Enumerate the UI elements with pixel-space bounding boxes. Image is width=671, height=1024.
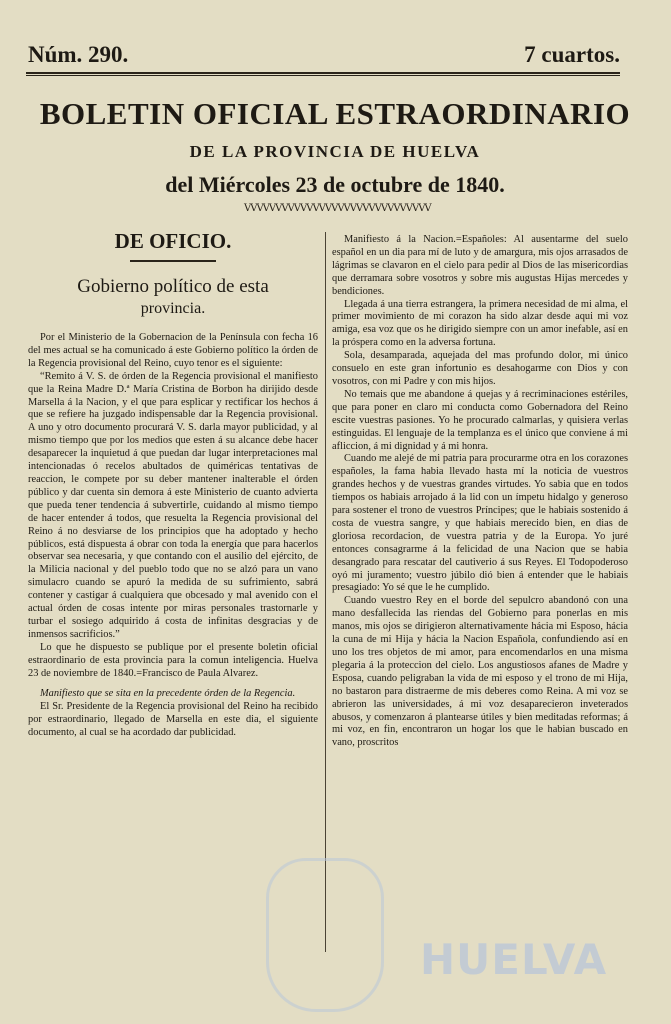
paragraph: Lo que he dispuesto se publique por el presente boletin oficial estraordinario de esta provincia para la comun inteligencia. Huelva 23 de noviembre de 1840.=Francisco de Paula Alvarez. bbox=[28, 641, 318, 679]
paragraph: Cuando vuestro Rey en el borde del sepulcro abandonó con una mano desfallecida las riendas del Gobierno para ponerlas en mis manos, mis ojos se dirigieron alternativamente hácia mi Esposo, hácia la cuna de mi Hija y hácia la Nacion Española, confundiendo así en uno los tres objetos de mi amor, para encomendarlos en una misma plegaria á la proteccion del cielo. Los angustiosos afanes de Madre y Esposa, cuando peligraban la vida de mi esposo y el trono de mi Hija, no bastaron para distraerme de mis deberes como Reina. A mi voz se abrieron las universidades, á mi voz desaparecieron inveterados abusos, y comenzaron á plantearse útiles y bien meditadas reformas; á mi voz, en fin, encontraron un hogar los que le habian buscado en vano, proscritos bbox=[332, 595, 628, 749]
header-rule-thin bbox=[26, 75, 620, 76]
paragraph: Manifiesto á la Nacion.=Españoles: Al ausentarme del suelo español en un dia para mí de luto y de amargura, mis ojos arrasados de lágrimas se clavaron en el cielo para pedir al Dios de las misericordias que derramara sobre vosotros y sobre mis augustas Hijas mercedes y bendiciones. bbox=[332, 234, 628, 297]
masthead-top bbox=[28, 38, 620, 68]
ornament-divider: VVVVVVVVVVVVVVVVVVVVVVVVVVVVVV bbox=[244, 203, 431, 214]
paragraph: Por el Ministerio de la Gobernacion de la Península con fecha 16 del mes actual se ha comunicado á este Gobierno político la órden de la Regencia provisional del Reino, cuyo tenor es el siguiente: bbox=[28, 332, 318, 369]
issue-price: 7 cuartos. bbox=[524, 42, 620, 67]
right-column bbox=[332, 234, 628, 750]
paragraph: “Remito á V. S. de órden de la Regencia provisional el manifiesto que la Reina Madre D.ª María Cristina de Borbon ha dirijido desde Marsella á la Nacion, y el que para esplicar y rectificar los hechos á que se refiere ha juzgado indispensable dar la Regencia provisional. A uno y otro documento procurará V. S. darla mayor publicidad, y al mismo tiempo que por los medios que esten á su alcance debe hacer desaparecer la inquietud á que puedan dar lugar interpretaciones mal intencionadas ó recelos abultados de quiméricas tentativas de reaccion, le compete por su deber mantener inalterable el órden público y dar cuenta sin demora á este Ministerio de cuanto advierta que pueda tener tendencia á subvertirle, cuidando al mismo tiempo de hacer entender á todos, que resuelta la Regencia provisional del Reino á no desviarse de los principios que ha adoptado y hecho públicos, está dispuesta á obrar con toda la energía que para hacerlos observar sea necesaria, y que contando con el ausilio del ejército, de la Milicia nacional y del pueblo todo que no se alzó para un vano simulacro cuando se apuró la medida de su sufrimiento, sabrá contener y castigar á cualquiera que obcesado y mal avenido con el actual órden de cosas intente por miras personales trastornarle y turbar el sosiego adquirido á costa de infinitas desgracias y de inmensos sacrificios.” bbox=[28, 370, 318, 640]
header-rule bbox=[26, 72, 620, 74]
section-heading: DE OFICIO. bbox=[114, 229, 232, 253]
office-title-line-2: provincia. bbox=[140, 300, 206, 317]
left-column bbox=[28, 228, 318, 740]
manifesto-heading: Manifiesto que se sita en la precedente órden de la Regencia. bbox=[40, 688, 296, 700]
paragraph: No temais que me abandone á quejas y á recriminaciones estériles, que para poner en claro mi conducta como Gobernadora del Reino escite vuestras pasiones. Yo he procurado calmarlas, y quisiera verlas estinguidas. El lenguaje de la templanza es el único que conviene á mi afliccion, á mi dignidad y á mi honra. bbox=[332, 388, 628, 452]
paragraph: El Sr. Presidente de la Regencia provisional del Reino ha recibido por estraordinario, llegado de Marsella en este dia, el siguiente documento, al cual se ha acordado dar publicidad. bbox=[28, 701, 318, 739]
paragraph: Cuando me alejé de mi patria para procurarme otra en los corazones españoles, la fama habia llevado hasta mí la noticia de vuestros grandes hechos y de vuestras grandes virtudes. Yo sabia que en todos tiempos os habiais arrojado á la lid con un ímpetu hidalgo y generoso para sostener el trono de vuestros Príncipes; que le habiais sostenido á costa de vuestra sangre, y que habiais merecido bien, en dias de gloriosa recordacion, de vuestra patria y de la Europa. Yo juré entonces consagrarme á la felicidad de una Nacion que se habia desangrado para rescatar del cautiverio á sus Reyes. El Todopoderoso oyó mi juramento; vuestro júbilo dió bien á entender que le habiais presagiado: Yo sé que le he cumplido. bbox=[332, 453, 628, 594]
issue-number: Núm. 290. bbox=[28, 42, 129, 67]
office-title-line-1: Gobierno político de esta bbox=[77, 276, 269, 297]
issue-date: del Miércoles 23 de octubre de 1840. bbox=[165, 172, 505, 197]
newspaper-subtitle: DE LA PROVINCIA DE HUELVA bbox=[189, 142, 481, 161]
archive-seal-watermark bbox=[266, 858, 384, 1012]
newspaper-title: BOLETIN OFICIAL ESTRAORDINARIO bbox=[39, 96, 631, 131]
office-title bbox=[28, 276, 318, 320]
paragraph: Sola, desamparada, aquejada del mas profundo dolor, mi único consuelo en este gran infortunio es desahogarme con Dios y con vosotros, con mi Padre y con mis hijos. bbox=[332, 350, 628, 387]
section-rule bbox=[130, 260, 216, 262]
column-divider bbox=[325, 232, 326, 952]
paragraph: Llegada á una tierra estrangera, la primera necesidad de mi alma, el primer movimiento de mi corazon ha sido alzar desde aqui mi voz amiga, esa voz que os he dirigido siempre con un amor inefable, así en la próspera como en la adversa fortuna. bbox=[332, 298, 628, 349]
archive-watermark: HUELVA bbox=[420, 935, 608, 984]
